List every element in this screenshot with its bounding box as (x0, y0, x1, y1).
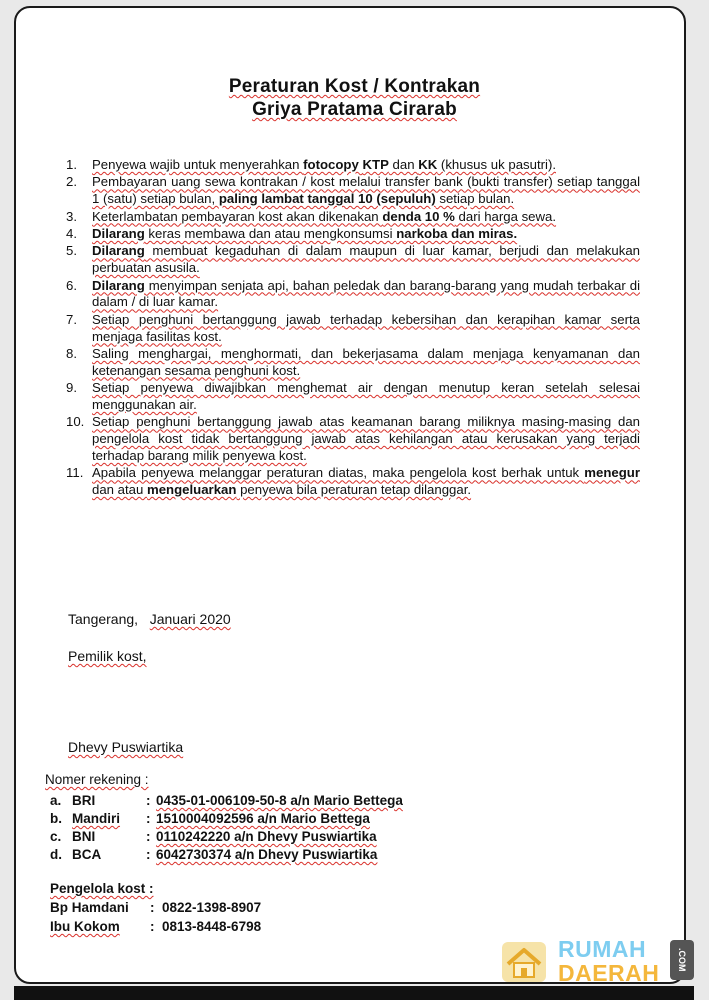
rule-item: 9. Setiap penyewa diwajibkan menghemat air dengan menutup keran setelah selesai menggunakan air. (66, 380, 640, 412)
rule-item: 5. Dilarang membuat kegaduhan di dalam maupun di luar kamar, berjudi dan melakukan perbuatan asusila. (66, 243, 640, 276)
accounts-title: Nomer rekening : (45, 772, 149, 787)
place: Tangerang, (68, 611, 139, 627)
doc-title-line1: Peraturan Kost / Kontrakan (228, 76, 481, 97)
date: Januari 2020 (149, 611, 231, 627)
owner-name: Dhevy Puswiartika (68, 739, 184, 755)
screen-edge (14, 986, 694, 1000)
rule-item: 7. Setiap penghuni bertanggung jawab terhadap kebersihan dan kerapihan kamar serta menjaga fasilitas kost. (66, 311, 640, 344)
manager-row: Bp Hamdani : 0822-1398-8907 (50, 900, 262, 915)
watermark-text-rumah: RUMAH (558, 936, 647, 962)
owner-label: Pemilik kost, (68, 648, 147, 664)
rule-item: 6. Dilarang menyimpan senjata api, bahan peledak dan barang-barang yang mudah terbakar di dalam / di luar kamar. (66, 277, 640, 310)
rule-item: 3. Keterlambatan pembayaran kost akan dikenakan denda 10 % dari harga sewa. (66, 208, 557, 224)
managers-title: Pengelola kost : (50, 881, 154, 896)
rule-item: 11. Apabila penyewa melanggar peraturan diatas, maka pengelola kost berhak untuk menegur dan atau mengeluarkan penyewa bila peraturan tetap dilanggar. (66, 465, 640, 498)
rule-item: 10. Setiap penghuni bertanggung jawab atas keamanan barang miliknya masing-masing dan pengelola kost tidak bertanggung jawab atas kehilangan atau kerusakan yang terjadi terhadap barang milik penyewa kost. (66, 414, 640, 463)
watermark-logo (500, 934, 700, 986)
rule-item: 4. Dilarang keras membawa dan atau mengkonsumsi narkoba dan miras. (66, 225, 518, 241)
house-icon (500, 940, 548, 984)
rule-item: 2. Pembayaran uang sewa kontrakan / kost melalui transfer bank (bukti transfer) setiap tanggal 1 (satu) setiap bulan, paling lambat tanggal 10 (sepuluh) setiap bulan. (66, 174, 640, 207)
watermark-suffix: .COM (670, 940, 694, 980)
rule-item: 1. Penyewa wajib untuk menyerahkan fotocopy KTP dan KK (khusus uk pasutri). (66, 157, 556, 172)
place-date (68, 611, 231, 627)
rule-item: 8. Saling menghargai, menghormati, dan bekerjasama dalam menjaga kenyamanan dan ketenangan sesama penghuni kost. (66, 345, 640, 378)
manager-row: Ibu Kokom : 0813-8448-6798 (50, 919, 262, 934)
rules-list (66, 157, 640, 499)
watermark-text-daerah: DAERAH (558, 960, 660, 986)
doc-title-line2: Griya Pratama Cirarab (252, 99, 457, 120)
